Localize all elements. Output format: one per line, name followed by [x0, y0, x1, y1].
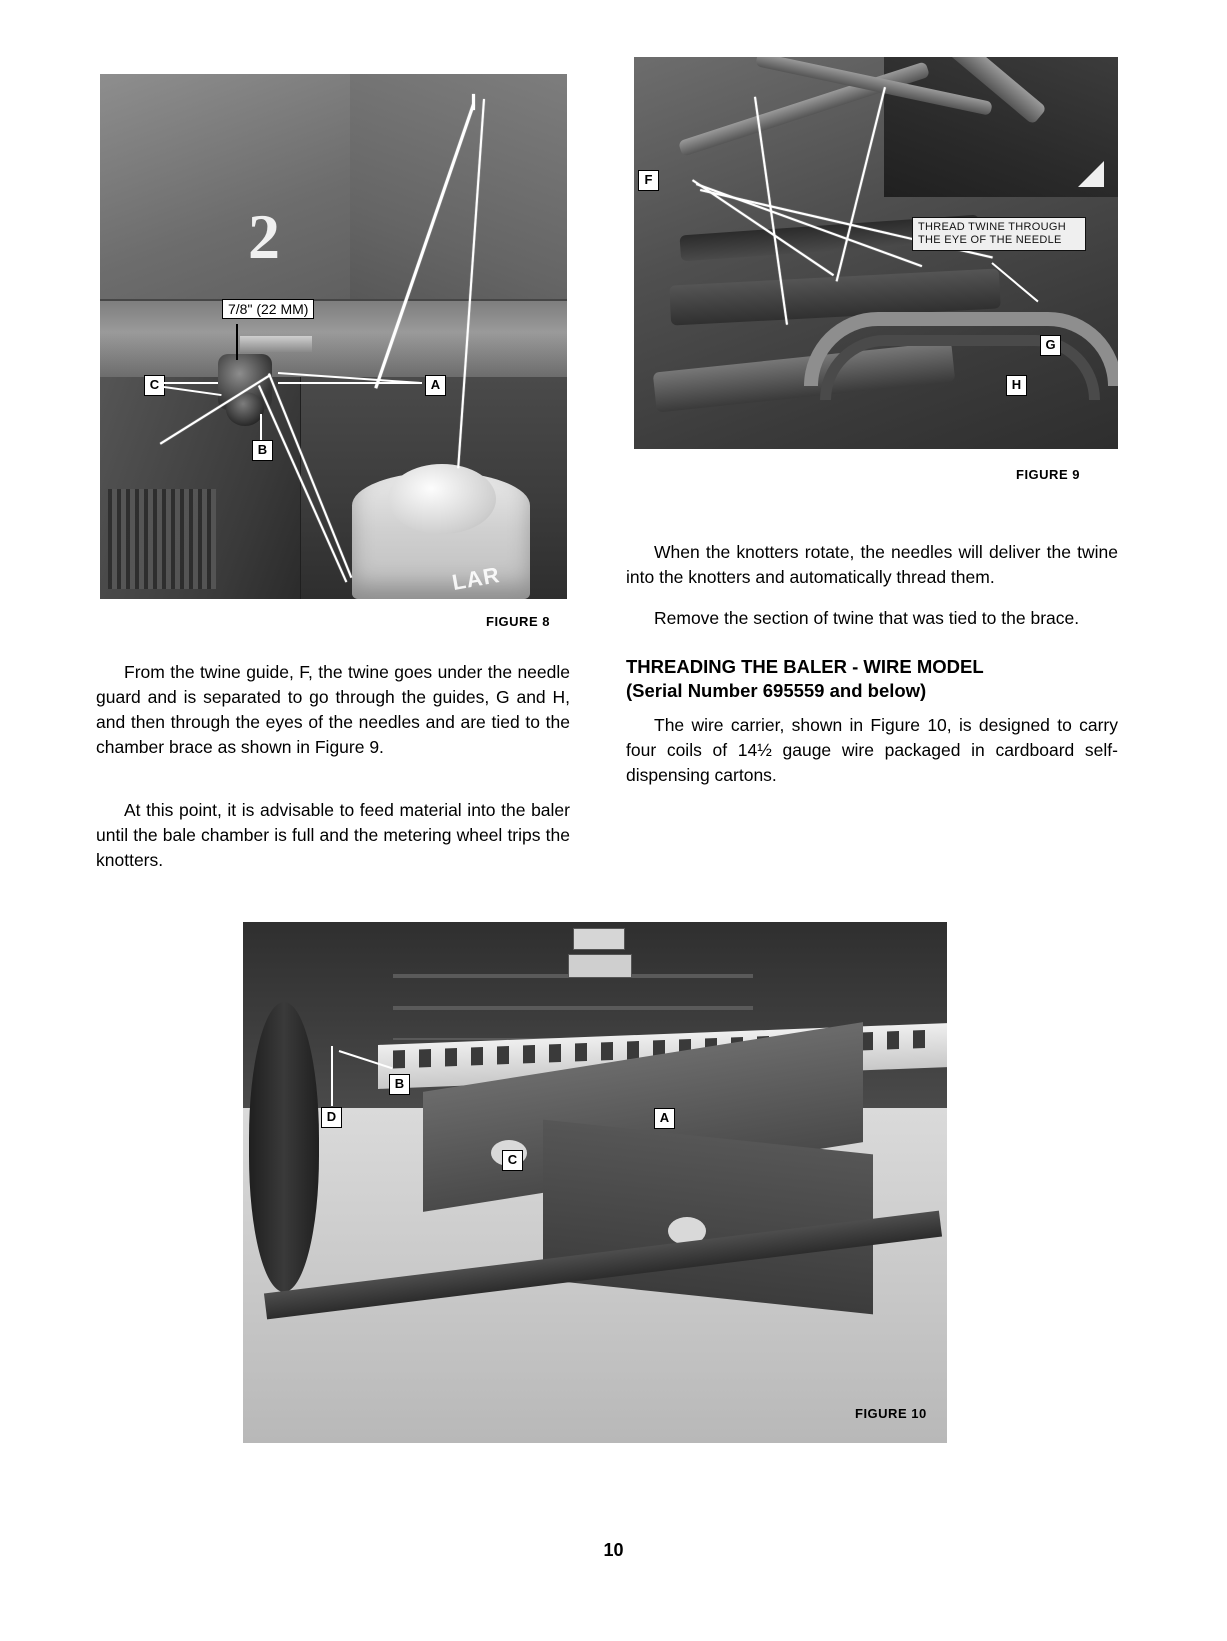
instruction-tag-line-2: THE EYE OF THE NEEDLE: [918, 234, 1062, 246]
callout-b: B: [252, 440, 273, 461]
left-paragraph-1: From the twine guide, F, the twine goes under the needle guard and is separated to go through the guides, G and H, and then through the eyes of the needles and are tied to the chamber brace as shown in Figure 9.: [96, 662, 570, 757]
left-paragraph-2: At this point, it is advisable to feed material into the baler until the bale chamber is full and the metering wheel trips the knotters.: [96, 800, 570, 870]
instruction-tag-line-1: THREAD TWINE THROUGH: [918, 221, 1066, 233]
right-paragraph-2: Remove the section of twine that was tied to the brace.: [654, 608, 1080, 628]
callout-b: B: [389, 1074, 410, 1095]
decal-lower: [568, 954, 632, 978]
figure-9-photo: [634, 57, 1118, 449]
section-heading-line-2: (Serial Number 695559 and below): [626, 680, 927, 701]
twine-strand: [836, 87, 886, 282]
callout-c-leader: [164, 382, 218, 384]
callout-a: A: [654, 1108, 675, 1129]
callout-d-leader: [331, 1046, 333, 1106]
baler-wheel: [249, 1002, 319, 1292]
figure-10-caption: FIGURE 10: [855, 1406, 927, 1421]
frame-highlight: [1078, 161, 1104, 187]
left-text-column: [96, 660, 570, 889]
figure-8-caption: FIGURE 8: [486, 614, 550, 629]
callout-d: D: [321, 1107, 342, 1128]
section-heading: [626, 655, 1118, 703]
baler-panel-upper-left: [100, 74, 352, 311]
callout-g: G: [1040, 335, 1061, 356]
right-text-column: [626, 540, 1118, 804]
figure-10-container: [243, 922, 947, 1443]
figure-8-container: [100, 74, 567, 629]
instruction-tag: [912, 217, 1086, 251]
figure-10-photo: [243, 922, 947, 1443]
figure-8-photo: [100, 74, 567, 599]
figure-9-container: [634, 57, 1118, 482]
dimension-leader: [236, 324, 238, 360]
figure-9-caption: FIGURE 9: [1016, 467, 1080, 482]
callout-h: H: [1006, 375, 1027, 396]
twine-box-label: LAR: [450, 562, 502, 596]
baler-mid-band: [100, 299, 567, 379]
right-paragraph-1: When the knotters rotate, the needles will deliver the twine into the knotters and automatically thread them.: [626, 542, 1118, 587]
knotter-bracket: [240, 336, 312, 352]
dimension-label: 7/8" (22 MM): [222, 299, 314, 319]
right-paragraph-3: The wire carrier, shown in Figure 10, is designed to carry four coils of 14½ gauge wire packaged in cardboard self-dispensing cartons.: [626, 715, 1118, 785]
page-number: 10: [603, 1540, 624, 1560]
decal-upper: [573, 928, 625, 950]
callout-c: C: [144, 375, 165, 396]
callout-b-leader: [260, 414, 262, 440]
callout-c: C: [502, 1150, 523, 1171]
callout-f: F: [638, 170, 659, 191]
twine-ball: [388, 464, 496, 534]
section-heading-line-1: THREADING THE BALER - WIRE MODEL: [626, 656, 984, 677]
baler-grate: [108, 489, 216, 589]
callout-a: A: [425, 375, 446, 396]
painted-numeral: 2: [248, 201, 280, 272]
baler-panel-upper-right: [350, 74, 567, 301]
